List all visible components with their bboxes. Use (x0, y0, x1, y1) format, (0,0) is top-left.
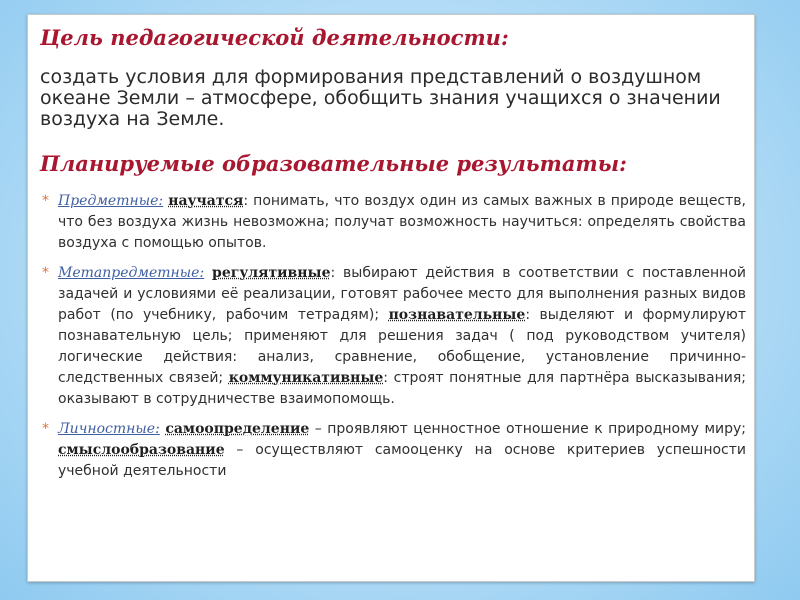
item-keyword: коммуникативные (228, 370, 384, 386)
results-list (40, 191, 746, 491)
item-keyword: познавательные (388, 307, 526, 323)
item-lead: Личностные: (58, 421, 160, 437)
list-item-subject (40, 191, 746, 254)
item-text: – осуществляют самооценку на основе критериев успешности учебной деятельности (58, 442, 746, 479)
goal-title: Цель педагогической деятельности: (40, 25, 509, 50)
item-text: : выбирают действия в соответствии с поставленной задачей и условиями её реализации, готовят рабочее место для выполнения разных видов работ (по учебнику, рабочим тетрадям); (58, 265, 746, 323)
item-lead: Предметные: (58, 193, 164, 209)
asterisk-bullet-icon: * (42, 421, 49, 437)
item-lead: Метапредметные: (58, 265, 205, 281)
item-text: : выделяют и формулируют познавательную цель; применяют для решения задач ( под руководством учителя) логические действия: анализ, сравнение, обобщение, установление причинно- следственных связей; (58, 307, 746, 386)
results-title: Планируемые образовательные результаты: (40, 151, 627, 176)
list-item-personal (40, 419, 746, 482)
slide-card (27, 14, 755, 582)
item-text: : понимать, что воздух один из самых важных в природе веществ, что без воздуха жизнь невозможна; получат возможность научиться: определять свойства воздуха с помощью опытов. (58, 193, 746, 251)
asterisk-bullet-icon: * (42, 265, 49, 281)
item-keyword: смыслообразование (58, 442, 225, 458)
item-text: – проявляют ценностное отношение к природному миру; (309, 421, 747, 437)
list-item-metasubject (40, 263, 746, 410)
item-text: : строят понятные для партнёра высказывания; оказывают в сотрудничестве взаимопомощь. (58, 370, 746, 407)
item-keyword: самоопределение (165, 421, 310, 437)
asterisk-bullet-icon: * (42, 193, 49, 209)
item-keyword: научатся (168, 193, 244, 209)
goal-text: создать условия для формирования представлений о воздушном океане Земли – атмосфере, обобщить знания учащихся о значении воздуха на Земле. (40, 66, 721, 130)
item-keyword: регулятивные (212, 265, 331, 281)
